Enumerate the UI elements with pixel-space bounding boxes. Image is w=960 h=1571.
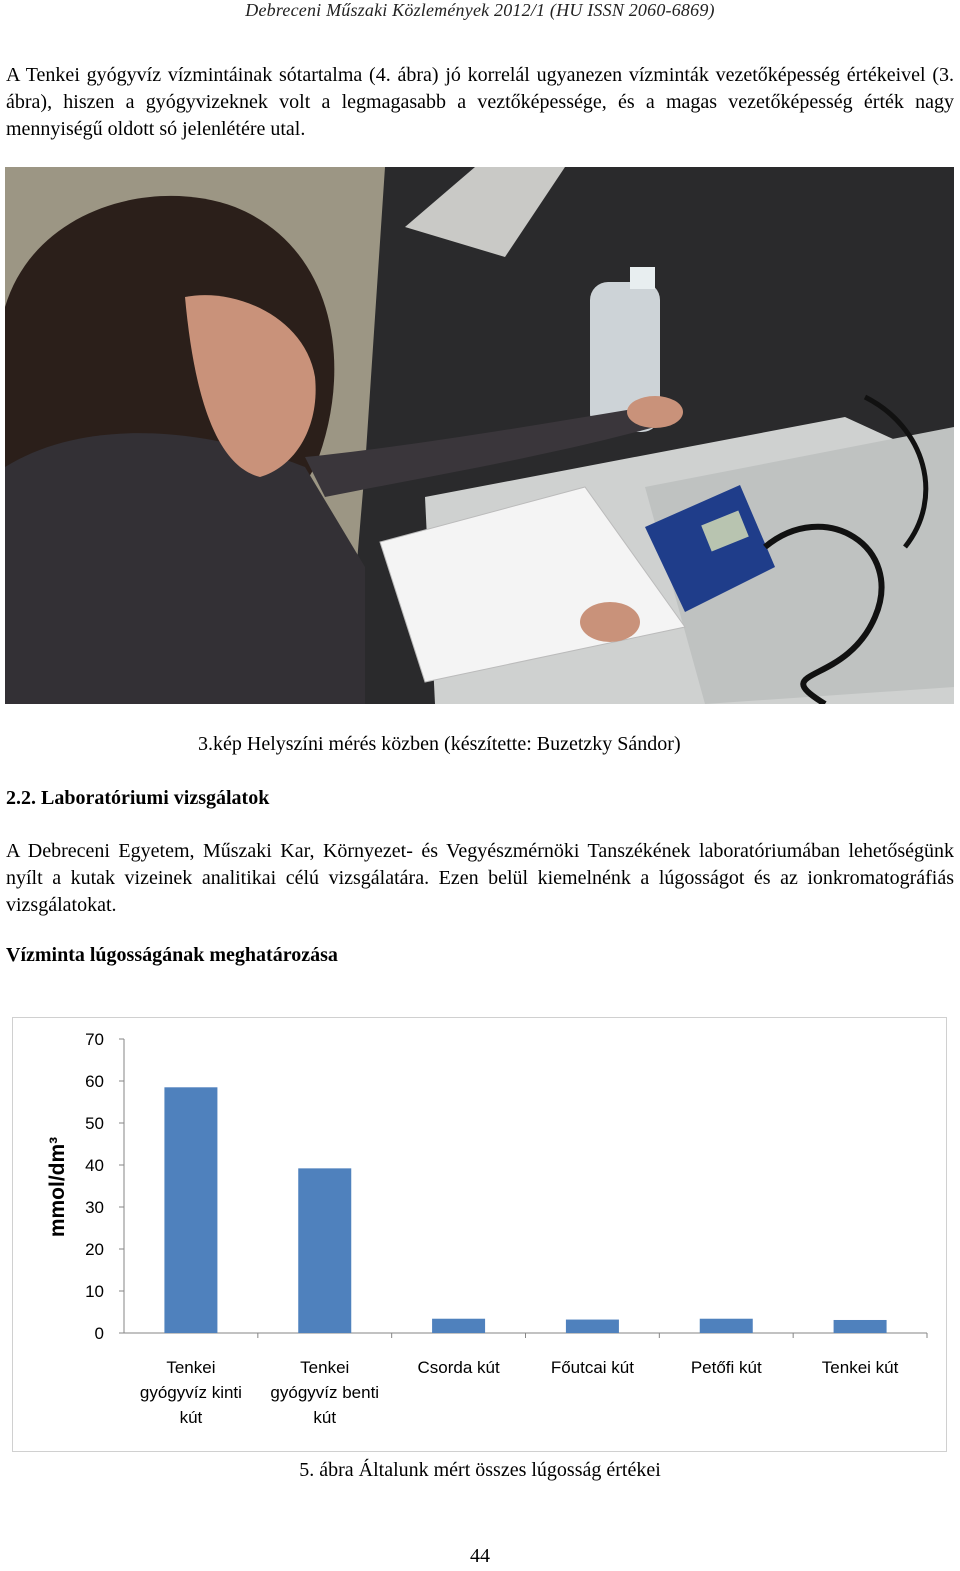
y-tick-label: 10 bbox=[85, 1282, 104, 1301]
y-tick-label: 0 bbox=[94, 1324, 104, 1343]
x-tick-label bbox=[822, 1358, 899, 1377]
alkalinity-bar-chart bbox=[12, 1017, 947, 1452]
y-tick-label: 30 bbox=[85, 1198, 104, 1217]
bar bbox=[834, 1320, 887, 1333]
x-tick-label-line: kút bbox=[313, 1408, 337, 1427]
y-tick-label: 70 bbox=[85, 1030, 104, 1049]
x-tick-label-line: kút bbox=[179, 1408, 203, 1427]
bar bbox=[700, 1319, 753, 1333]
x-tick-label bbox=[691, 1358, 762, 1377]
photo-illustration bbox=[5, 167, 954, 704]
bar bbox=[566, 1320, 619, 1333]
x-tick-label-line: Petőfi kút bbox=[690, 1358, 762, 1377]
bar bbox=[164, 1087, 217, 1333]
bar bbox=[298, 1168, 351, 1333]
x-tick-label-line: gyógyvíz kinti bbox=[139, 1383, 242, 1402]
x-tick-label-line: Tenkei bbox=[300, 1358, 350, 1377]
paragraph-laboratory: A Debreceni Egyetem, Műszaki Kar, Környezet- és Vegyészmérnöki Tanszékének laboratóriumában lehetőségünk nyílt a kutak vizeinek analitikai célú vizsgálatára. Ezen belül kiemelnénk a lúgosságot és az ionkromatográfiás vizsgálatokat. bbox=[6, 840, 954, 916]
page-number: 44 bbox=[470, 1545, 490, 1567]
paragraph-salt-content: A Tenkei gyógyvíz vízmintáinak sótartalma (4. ábra) jó korrelál ugyanezen vízminták vezetőképesség értékeivel (3. ábra), hiszen a gyógyvizeknek volt a legmagasabb a veztőképessége, és a magas vezetőképesség érték nagy mennyiségű oldott só jelenlétére utal. bbox=[6, 64, 954, 140]
y-tick-label: 20 bbox=[85, 1240, 104, 1259]
journal-header: Debreceni Műszaki Közlemények 2012/1 (HU ISSN 2060-6869) bbox=[245, 0, 715, 20]
x-tick-label bbox=[417, 1358, 499, 1377]
x-tick-label-line: gyógyvíz benti bbox=[270, 1383, 380, 1402]
subsection-heading: Vízminta lúgosságának meghatározása bbox=[6, 944, 338, 966]
y-tick-label: 40 bbox=[85, 1156, 104, 1175]
section-heading: 2.2. Laboratóriumi vizsgálatok bbox=[6, 787, 270, 809]
x-tick-label bbox=[551, 1358, 634, 1377]
y-tick-label: 50 bbox=[85, 1114, 104, 1133]
field-measurement-photo bbox=[5, 167, 954, 704]
x-tick-label-line: Csorda kút bbox=[417, 1358, 500, 1377]
x-tick-label-line: Tenkei kút bbox=[821, 1358, 899, 1377]
y-axis-label: mmol/dm³ bbox=[46, 1136, 69, 1238]
x-tick-label-line: Tenkei bbox=[166, 1358, 216, 1377]
x-tick-label-line: Főutcai kút bbox=[550, 1358, 634, 1377]
figure-caption: 5. ábra Általunk mért összes lúgosság értékei bbox=[299, 1459, 661, 1481]
y-tick-label: 60 bbox=[85, 1072, 104, 1091]
photo-caption: 3.kép Helyszíni mérés közben (készítette: Buzetzky Sándor) bbox=[198, 733, 681, 755]
bar bbox=[432, 1319, 485, 1333]
